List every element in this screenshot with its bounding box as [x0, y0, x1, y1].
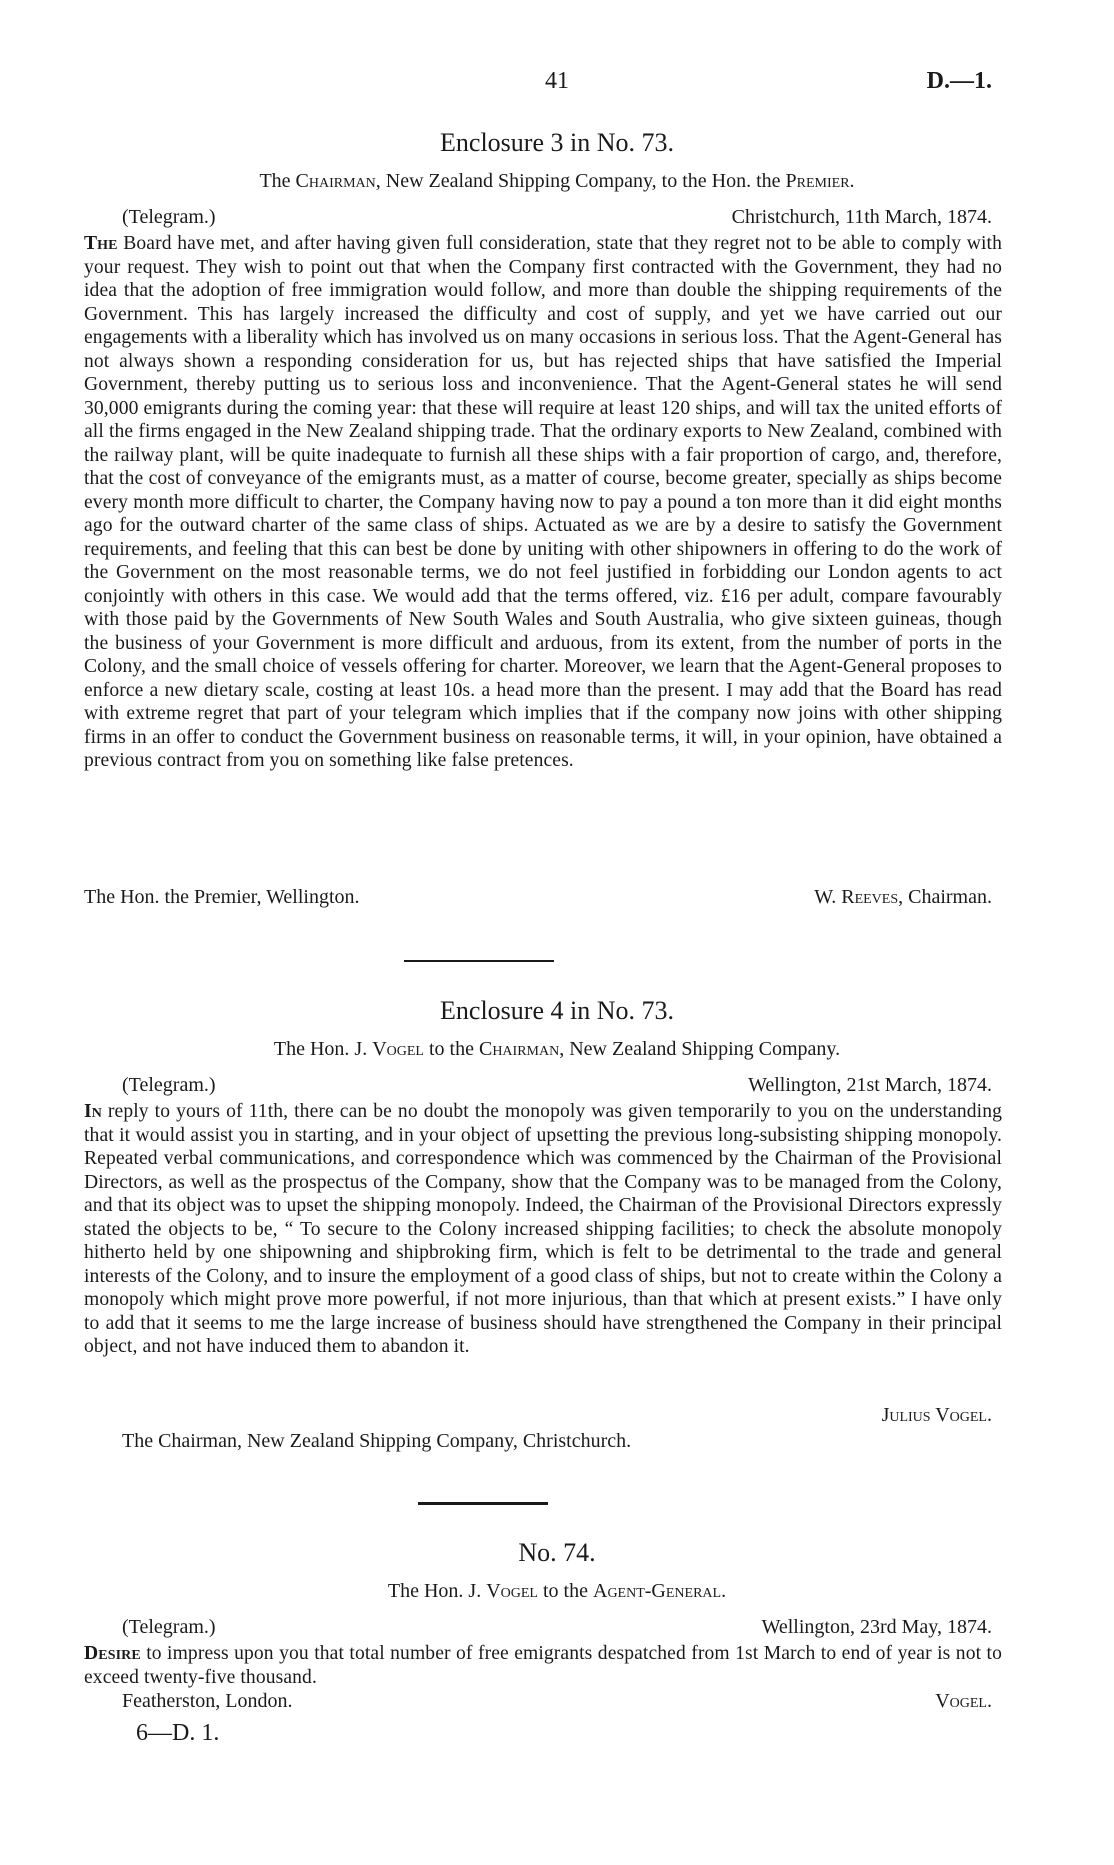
no-74-body: Desire to impress upon you that total number of free emigrants despatched from 1st March to end of year is not to exceed twenty-five thousand.	[84, 1643, 1002, 1688]
enclosure-3-body: The Board have met, and after having given full consideration, state that they regret not to be able to comply with your request. They wish to point out that when the Company first contracted with the Government, they had no idea that the adoption of free immigration would follow, and more than double the shipping requirements of the Government. This has largely increased the difficulty and cost of supply, and yet we have carried out our engagements with a liberality which has involved us on many occasions in serious loss. That the Agent-General has not always shown a responding consideration for us, but has rejected ships that have satisfied the Imperial Government, thereby putting us to serious loss and inconvenience. That the Agent-General states he will send 30,000 emigrants during the coming year: that these will require at least 120 ships, and will tax the united efforts of all the firms engaged in the New Zealand shipping trade. That the ordinary exports to New Zealand, combined with the railway plant, will be quite inadequate to furnish all these ships with a fair proportion of cargo, and, therefore, that the cost of conveyance of the emigrants must, as a matter of course, become greater, specially as ships become every month more difficult to charter, the Company having now to pay a pound a ton more than it did eight months ago for the outward charter of the same class of ships. Actuated as we are by a desire to satisfy the Government requirements, and feeling that this can best be done by uniting with other shipowners in offering to do the work of the Government on the most reasonable terms, we do not feel justified in forbidding our London agents to act conjointly with others in this case. We would add that the terms offered, viz. £16 per adult, compare favourably with those paid by the Governments of New South Wales and South Australia, who give sixteen guineas, though the business of your Government is more difficult and arduous, from its extent, from the number of ports in the Colony, and the small choice of vessels offering for charter. Moreover, we learn that the Agent-General proposes to enforce a new dietary scale, costing at least 10s. a head more than the present. I may add that the Board has read with extreme regret that part of your telegram which implies that if the company now joins with other shipping firms in an offer to conduct the Government business on reasonable terms, it will, in your opinion, have obtained a previous contract from you on something like false pretences.	[84, 233, 1002, 771]
no-74-place-date: Wellington, 23rd May, 1874.	[761, 1616, 992, 1638]
section-divider	[418, 1502, 548, 1505]
enclosure-4-from-to: The Hon. J. Vogel to the Chairman, New Zealand Shipping Company.	[273, 1038, 841, 1060]
no-74-type: (Telegram.)	[122, 1616, 216, 1638]
enclosure-3-title: Enclosure 3 in No. 73.	[440, 128, 674, 157]
enclosure-3-type: (Telegram.)	[122, 206, 216, 228]
section-divider	[404, 960, 554, 962]
enclosure-4-title: Enclosure 4 in No. 73.	[440, 996, 674, 1025]
enclosure-3-place-date: Christchurch, 11th March, 1874.	[731, 206, 992, 228]
enclosure-4-addressee: The Chairman, New Zealand Shipping Company, Christchurch.	[122, 1430, 632, 1452]
enclosure-3-from-to: The Chairman, New Zealand Shipping Company, to the Hon. the Premier.	[259, 170, 855, 192]
no-74-addressee: Featherston, London.	[122, 1690, 293, 1712]
enclosure-4-body: In reply to yours of 11th, there can be no doubt the monopoly was given temporarily to you on the understanding that it would assist you in starting, and in your object of upsetting the previous long-subsisting shipping monopoly. Repeated verbal communications, and correspondence which was commenced by the Chairman of the Provisional Directors, as well as the prospectus of the Company, show that the Company was to be managed from the Colony, and that its object was to upset the shipping monopoly. Indeed, the Chairman of the Provisional Directors expressly stated the objects to be, “ To secure to the Colony increased shipping facilities; to check the absolute monopoly hitherto held by one shipowning and shipbroking firm, which is felt to be detrimental to the trade and general interests of the Colony, and to insure the employment of a good class of ships, but not to create within the Colony a monopoly which might prove more powerful, if not more injurious, than that which at present exists.” I have only to add that it seems to me the large increase of business should have strengthened the Company in their principal object, and not have induced them to abandon it.	[84, 1101, 1002, 1357]
enclosure-3-addressee: The Hon. the Premier, Wellington.	[84, 886, 360, 908]
page-number: 41	[545, 68, 569, 94]
enclosure-4-type: (Telegram.)	[122, 1074, 216, 1096]
document-reference: D.—1.	[926, 68, 992, 94]
enclosure-4-signature: Julius Vogel.	[881, 1404, 992, 1426]
enclosure-4-place-date: Wellington, 21st March, 1874.	[748, 1074, 992, 1096]
enclosure-3-signature: W. Reeves, Chairman.	[814, 886, 992, 908]
no-74-title: No. 74.	[518, 1538, 596, 1567]
signature-mark: 6—D. 1.	[136, 1720, 220, 1746]
no-74-from-to: The Hon. J. Vogel to the Agent-General.	[387, 1580, 727, 1602]
no-74-signature: Vogel.	[935, 1690, 992, 1712]
